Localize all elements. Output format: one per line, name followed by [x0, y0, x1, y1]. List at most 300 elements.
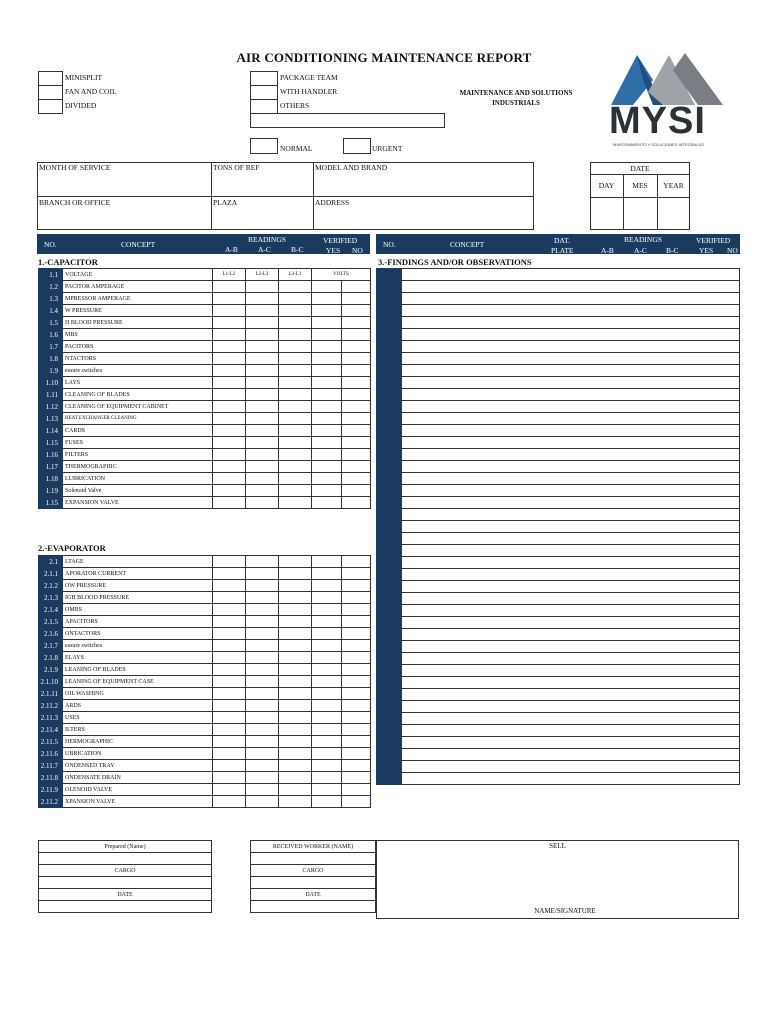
reading-ab-cell[interactable]	[213, 796, 246, 808]
verified-yes-cell[interactable]	[312, 389, 342, 401]
reading-bc-cell[interactable]	[279, 365, 312, 377]
reading-bc-cell[interactable]	[279, 724, 312, 736]
findings-text-cell[interactable]	[402, 317, 740, 329]
verified-no-cell[interactable]	[342, 664, 371, 676]
reading-ab-cell[interactable]	[213, 688, 246, 700]
reading-ac-cell[interactable]	[246, 401, 279, 413]
reading-ac-cell[interactable]	[246, 784, 279, 796]
reading-ab-cell[interactable]	[213, 712, 246, 724]
row-number: 1.12	[39, 401, 63, 413]
reading-bc-cell[interactable]	[279, 700, 312, 712]
verified-no-cell[interactable]	[342, 365, 371, 377]
findings-number-cell	[377, 305, 402, 317]
reading-ab-cell[interactable]	[213, 401, 246, 413]
urgent-checkbox[interactable]	[343, 138, 371, 154]
verified-yes-cell[interactable]	[312, 616, 342, 628]
findings-text-cell[interactable]	[402, 725, 740, 737]
row-number: 2.11.7	[39, 760, 63, 772]
verified-no-cell[interactable]	[342, 712, 371, 724]
reading-ac-cell[interactable]	[246, 688, 279, 700]
reading-ac-cell[interactable]	[246, 341, 279, 353]
reading-ab-cell[interactable]	[213, 628, 246, 640]
reading-ac-cell[interactable]	[246, 664, 279, 676]
findings-number-cell	[377, 521, 402, 533]
reading-ab-cell[interactable]	[213, 413, 246, 425]
findings-text-cell[interactable]	[402, 413, 740, 425]
verified-yes-cell[interactable]	[312, 724, 342, 736]
reading-bc-cell[interactable]	[279, 389, 312, 401]
findings-text-cell[interactable]	[402, 377, 740, 389]
others-checkbox[interactable]	[250, 99, 278, 114]
verified-yes-cell[interactable]	[312, 329, 342, 341]
volts-cell[interactable]: VOLTS	[312, 269, 371, 281]
verified-no-cell[interactable]	[342, 748, 371, 760]
reading-bc-cell[interactable]: L3-L1	[279, 269, 312, 281]
verified-yes-cell[interactable]	[312, 437, 342, 449]
verified-no-cell[interactable]	[342, 485, 371, 497]
reading-bc-cell[interactable]	[279, 592, 312, 604]
verified-no-cell[interactable]	[342, 640, 371, 652]
verified-yes-cell[interactable]	[312, 473, 342, 485]
findings-text-cell[interactable]	[402, 509, 740, 521]
verified-no-cell[interactable]	[342, 676, 371, 688]
reading-ab-cell[interactable]	[213, 353, 246, 365]
reading-ab-cell[interactable]	[213, 700, 246, 712]
findings-row	[377, 413, 740, 425]
findings-number-cell	[377, 449, 402, 461]
findings-text-cell[interactable]	[402, 653, 740, 665]
findings-text-cell[interactable]	[402, 629, 740, 641]
section3-title: 3.-FINDINGS AND/OR OBSERVATIONS	[378, 257, 532, 267]
reading-ab-cell[interactable]	[213, 748, 246, 760]
others-label: OTHERS	[280, 101, 310, 110]
table-row	[39, 377, 371, 389]
findings-text-cell[interactable]	[402, 773, 740, 785]
reading-ac-cell[interactable]	[246, 556, 279, 568]
findings-number-cell	[377, 689, 402, 701]
reading-ab-cell[interactable]	[213, 437, 246, 449]
reading-ac-cell[interactable]	[246, 449, 279, 461]
findings-text-cell[interactable]	[402, 269, 740, 281]
findings-text-cell[interactable]	[402, 641, 740, 653]
reading-ac-cell[interactable]	[246, 712, 279, 724]
reading-ac-cell[interactable]	[246, 796, 279, 808]
verified-no-cell[interactable]	[342, 604, 371, 616]
reading-ab-cell[interactable]	[213, 640, 246, 652]
findings-text-cell[interactable]	[402, 617, 740, 629]
reading-bc-cell[interactable]	[279, 497, 312, 509]
findings-text-cell[interactable]	[402, 437, 740, 449]
reading-bc-cell[interactable]	[279, 341, 312, 353]
verified-yes-cell[interactable]	[312, 353, 342, 365]
findings-text-cell[interactable]	[402, 401, 740, 413]
reading-ab-cell[interactable]	[213, 341, 246, 353]
table-row	[39, 293, 371, 305]
reading-bc-cell[interactable]	[279, 796, 312, 808]
verified-no-cell[interactable]	[342, 628, 371, 640]
reading-ab-cell[interactable]	[213, 425, 246, 437]
reading-ac-cell[interactable]	[246, 628, 279, 640]
verified-yes-cell[interactable]	[312, 497, 342, 509]
reading-ac-cell[interactable]	[246, 281, 279, 293]
reading-bc-cell[interactable]	[279, 628, 312, 640]
findings-text-cell[interactable]	[402, 521, 740, 533]
header-concept: CONCEPT	[450, 240, 485, 249]
findings-text-cell[interactable]	[402, 749, 740, 761]
received-block	[250, 840, 376, 913]
reading-ab-cell[interactable]	[213, 377, 246, 389]
reading-ab-cell[interactable]	[213, 772, 246, 784]
verified-yes-cell[interactable]	[312, 341, 342, 353]
verified-no-cell[interactable]	[342, 568, 371, 580]
row-number: 2.1.9	[39, 664, 63, 676]
branch-label: BRANCH OR OFFICE	[39, 198, 111, 207]
reading-ab-cell[interactable]	[213, 760, 246, 772]
findings-text-cell[interactable]	[402, 461, 740, 473]
findings-text-cell[interactable]	[402, 713, 740, 725]
findings-number-cell	[377, 533, 402, 545]
reading-ab-cell[interactable]	[213, 485, 246, 497]
reading-ac-cell[interactable]	[246, 580, 279, 592]
findings-number-cell	[377, 353, 402, 365]
reading-ac-cell[interactable]	[246, 748, 279, 760]
verified-yes-cell[interactable]	[312, 592, 342, 604]
reading-bc-cell[interactable]	[279, 413, 312, 425]
reading-bc-cell[interactable]	[279, 580, 312, 592]
findings-number-cell	[377, 365, 402, 377]
reading-ac-cell[interactable]	[246, 365, 279, 377]
reading-ab-cell[interactable]	[213, 736, 246, 748]
reading-ac-cell[interactable]	[246, 377, 279, 389]
reading-ac-cell[interactable]	[246, 473, 279, 485]
date2-field[interactable]	[251, 901, 376, 913]
verified-no-cell[interactable]	[342, 700, 371, 712]
reading-ac-cell[interactable]	[246, 676, 279, 688]
reading-ac-cell[interactable]	[246, 413, 279, 425]
reading-ab-cell[interactable]	[213, 568, 246, 580]
verified-yes-cell[interactable]	[312, 413, 342, 425]
table-row	[39, 736, 371, 748]
reading-ac-cell[interactable]	[246, 652, 279, 664]
reading-ac-cell[interactable]	[246, 700, 279, 712]
verified-no-cell[interactable]	[342, 449, 371, 461]
verified-yes-cell[interactable]	[312, 293, 342, 305]
table-row	[39, 449, 371, 461]
verified-no-cell[interactable]	[342, 724, 371, 736]
prepared-name-field[interactable]	[39, 853, 212, 865]
verified-no-cell[interactable]	[342, 461, 371, 473]
reading-ac-cell[interactable]	[246, 389, 279, 401]
reading-ab-cell[interactable]	[213, 329, 246, 341]
reading-ac-cell[interactable]	[246, 497, 279, 509]
fan-and-coil-checkbox[interactable]	[38, 85, 63, 100]
reading-bc-cell[interactable]	[279, 461, 312, 473]
verified-yes-cell[interactable]	[312, 401, 342, 413]
reading-bc-cell[interactable]	[279, 604, 312, 616]
reading-bc-cell[interactable]	[279, 425, 312, 437]
reading-bc-cell[interactable]	[279, 712, 312, 724]
verified-no-cell[interactable]	[342, 317, 371, 329]
row-concept: essure switches	[63, 365, 213, 377]
reading-bc-cell[interactable]	[279, 736, 312, 748]
date1-field[interactable]	[39, 901, 212, 913]
verified-yes-cell[interactable]	[312, 772, 342, 784]
verified-no-cell[interactable]	[342, 293, 371, 305]
findings-text-cell[interactable]	[402, 293, 740, 305]
verified-yes-cell[interactable]	[312, 485, 342, 497]
verified-no-cell[interactable]	[342, 616, 371, 628]
reading-bc-cell[interactable]	[279, 281, 312, 293]
reading-ac-cell[interactable]	[246, 305, 279, 317]
verified-yes-cell[interactable]	[312, 425, 342, 437]
verified-no-cell[interactable]	[342, 473, 371, 485]
reading-bc-cell[interactable]	[279, 437, 312, 449]
row-number: 1.15	[39, 497, 63, 509]
reading-ab-cell[interactable]	[213, 604, 246, 616]
with-handler-checkbox[interactable]	[250, 85, 278, 100]
verified-no-cell[interactable]	[342, 401, 371, 413]
reading-bc-cell[interactable]	[279, 616, 312, 628]
verified-yes-cell[interactable]	[312, 365, 342, 377]
verified-yes-cell[interactable]	[312, 305, 342, 317]
reading-ab-cell[interactable]: L1-L2	[213, 269, 246, 281]
reading-ab-cell[interactable]	[213, 293, 246, 305]
findings-number-cell	[377, 629, 402, 641]
verified-no-cell[interactable]	[342, 377, 371, 389]
findings-text-cell[interactable]	[402, 605, 740, 617]
findings-text-cell[interactable]	[402, 689, 740, 701]
verified-yes-cell[interactable]	[312, 796, 342, 808]
row-number: 2.1.3	[39, 592, 63, 604]
reading-ab-cell[interactable]	[213, 592, 246, 604]
reading-bc-cell[interactable]	[279, 568, 312, 580]
findings-text-cell[interactable]	[402, 329, 740, 341]
findings-text-cell[interactable]	[402, 305, 740, 317]
reading-bc-cell[interactable]	[279, 401, 312, 413]
verified-no-cell[interactable]	[342, 425, 371, 437]
reading-ac-cell[interactable]	[246, 604, 279, 616]
findings-text-cell[interactable]	[402, 497, 740, 509]
verified-yes-cell[interactable]	[312, 664, 342, 676]
reading-ac-cell[interactable]	[246, 772, 279, 784]
findings-text-cell[interactable]	[402, 353, 740, 365]
reading-bc-cell[interactable]	[279, 772, 312, 784]
verified-yes-cell[interactable]	[312, 652, 342, 664]
verified-no-cell[interactable]	[342, 772, 371, 784]
reading-ab-cell[interactable]	[213, 664, 246, 676]
reading-ab-cell[interactable]	[213, 652, 246, 664]
findings-text-cell[interactable]	[402, 545, 740, 557]
row-concept: LTAGE	[63, 556, 213, 568]
verified-no-cell[interactable]	[342, 652, 371, 664]
findings-text-cell[interactable]	[402, 425, 740, 437]
header-verified: VERIFIED	[323, 236, 358, 245]
verified-no-cell[interactable]	[342, 281, 371, 293]
findings-text-cell[interactable]	[402, 341, 740, 353]
verified-yes-cell[interactable]	[312, 700, 342, 712]
findings-text-cell[interactable]	[402, 533, 740, 545]
findings-row	[377, 689, 740, 701]
verified-yes-cell[interactable]	[312, 688, 342, 700]
verified-no-cell[interactable]	[342, 413, 371, 425]
verified-no-cell[interactable]	[342, 556, 371, 568]
reading-bc-cell[interactable]	[279, 329, 312, 341]
reading-bc-cell[interactable]	[279, 640, 312, 652]
reading-bc-cell[interactable]	[279, 556, 312, 568]
reading-ac-cell[interactable]	[246, 592, 279, 604]
findings-text-cell[interactable]	[402, 581, 740, 593]
verified-yes-cell[interactable]	[312, 760, 342, 772]
cargo1-field[interactable]	[39, 877, 212, 889]
findings-text-cell[interactable]	[402, 569, 740, 581]
reading-bc-cell[interactable]	[279, 305, 312, 317]
findings-number-cell	[377, 617, 402, 629]
findings-text-cell[interactable]	[402, 557, 740, 569]
reading-ab-cell[interactable]	[213, 556, 246, 568]
package-team-checkbox[interactable]	[250, 71, 278, 86]
divided-checkbox[interactable]	[38, 99, 63, 114]
normal-checkbox[interactable]	[250, 138, 278, 154]
received-name-field[interactable]	[251, 853, 376, 865]
reading-bc-cell[interactable]	[279, 676, 312, 688]
reading-ac-cell[interactable]	[246, 293, 279, 305]
reading-bc-cell[interactable]	[279, 760, 312, 772]
verified-no-cell[interactable]	[342, 329, 371, 341]
reading-ab-cell[interactable]	[213, 724, 246, 736]
verified-yes-cell[interactable]	[312, 628, 342, 640]
reading-bc-cell[interactable]	[279, 784, 312, 796]
reading-ab-cell[interactable]	[213, 365, 246, 377]
verified-no-cell[interactable]	[342, 580, 371, 592]
reading-ac-cell[interactable]	[246, 329, 279, 341]
verified-yes-cell[interactable]	[312, 317, 342, 329]
verified-yes-cell[interactable]	[312, 748, 342, 760]
reading-bc-cell[interactable]	[279, 652, 312, 664]
verified-yes-cell[interactable]	[312, 712, 342, 724]
verified-no-cell[interactable]	[342, 784, 371, 796]
verified-no-cell[interactable]	[342, 592, 371, 604]
verified-yes-cell[interactable]	[312, 556, 342, 568]
verified-no-cell[interactable]	[342, 736, 371, 748]
row-number: 1.10	[39, 377, 63, 389]
verified-no-cell[interactable]	[342, 688, 371, 700]
reading-bc-cell[interactable]	[279, 664, 312, 676]
findings-text-cell[interactable]	[402, 665, 740, 677]
reading-ab-cell[interactable]	[213, 317, 246, 329]
reading-ac-cell[interactable]	[246, 616, 279, 628]
reading-ab-cell[interactable]	[213, 616, 246, 628]
verified-no-cell[interactable]	[342, 305, 371, 317]
reading-ac-cell[interactable]	[246, 568, 279, 580]
cargo2-field[interactable]	[251, 877, 376, 889]
findings-text-cell[interactable]	[402, 737, 740, 749]
reading-ac-cell[interactable]	[246, 640, 279, 652]
row-concept: FILTERS	[63, 449, 213, 461]
reading-ac-cell[interactable]	[246, 317, 279, 329]
row-concept: essure switches	[63, 640, 213, 652]
findings-text-cell[interactable]	[402, 701, 740, 713]
findings-text-cell[interactable]	[402, 473, 740, 485]
minisplit-checkbox[interactable]	[38, 71, 63, 86]
findings-row	[377, 737, 740, 749]
verified-yes-cell[interactable]	[312, 461, 342, 473]
reading-ab-cell[interactable]	[213, 461, 246, 473]
reading-bc-cell[interactable]	[279, 353, 312, 365]
table-row	[39, 748, 371, 760]
findings-text-cell[interactable]	[402, 389, 740, 401]
reading-ab-cell[interactable]	[213, 281, 246, 293]
reading-ac-cell[interactable]	[246, 760, 279, 772]
findings-row	[377, 365, 740, 377]
verified-no-cell[interactable]	[342, 437, 371, 449]
verified-no-cell[interactable]	[342, 389, 371, 401]
verified-no-cell[interactable]	[342, 353, 371, 365]
verified-yes-cell[interactable]	[312, 604, 342, 616]
verified-yes-cell[interactable]	[312, 449, 342, 461]
table-row	[39, 580, 371, 592]
findings-text-cell[interactable]	[402, 449, 740, 461]
findings-text-cell[interactable]	[402, 677, 740, 689]
reading-bc-cell[interactable]	[279, 748, 312, 760]
reading-ac-cell[interactable]	[246, 724, 279, 736]
reading-ab-cell[interactable]	[213, 389, 246, 401]
reading-ab-cell[interactable]	[213, 676, 246, 688]
table-row	[39, 760, 371, 772]
reading-bc-cell[interactable]	[279, 688, 312, 700]
verified-yes-cell[interactable]	[312, 784, 342, 796]
reading-bc-cell[interactable]	[279, 317, 312, 329]
reading-ab-cell[interactable]	[213, 497, 246, 509]
verified-yes-cell[interactable]	[312, 568, 342, 580]
reading-ac-cell[interactable]	[246, 353, 279, 365]
verified-no-cell[interactable]	[342, 760, 371, 772]
reading-bc-cell[interactable]	[279, 485, 312, 497]
verified-yes-cell[interactable]	[312, 281, 342, 293]
table-row	[39, 796, 371, 808]
reading-ac-cell[interactable]	[246, 736, 279, 748]
reading-ac-cell[interactable]	[246, 461, 279, 473]
reading-ac-cell[interactable]	[246, 437, 279, 449]
verified-yes-cell[interactable]	[312, 640, 342, 652]
verified-no-cell[interactable]	[342, 497, 371, 509]
verified-yes-cell[interactable]	[312, 736, 342, 748]
verified-no-cell[interactable]	[342, 796, 371, 808]
reading-ab-cell[interactable]	[213, 784, 246, 796]
findings-text-cell[interactable]	[402, 281, 740, 293]
reading-ab-cell[interactable]	[213, 580, 246, 592]
verified-yes-cell[interactable]	[312, 580, 342, 592]
reading-ac-cell[interactable]	[246, 425, 279, 437]
verified-yes-cell[interactable]	[312, 377, 342, 389]
verified-yes-cell[interactable]	[312, 676, 342, 688]
others-input[interactable]	[250, 113, 445, 128]
findings-text-cell[interactable]	[402, 485, 740, 497]
findings-text-cell[interactable]	[402, 365, 740, 377]
reading-ab-cell[interactable]	[213, 305, 246, 317]
reading-ac-cell[interactable]	[246, 485, 279, 497]
reading-bc-cell[interactable]	[279, 449, 312, 461]
reading-ab-cell[interactable]	[213, 473, 246, 485]
findings-row	[377, 545, 740, 557]
reading-bc-cell[interactable]	[279, 377, 312, 389]
reading-ab-cell[interactable]	[213, 449, 246, 461]
findings-text-cell[interactable]	[402, 593, 740, 605]
reading-ac-cell[interactable]: L2-L3	[246, 269, 279, 281]
reading-bc-cell[interactable]	[279, 473, 312, 485]
verified-no-cell[interactable]	[342, 341, 371, 353]
findings-text-cell[interactable]	[402, 761, 740, 773]
reading-bc-cell[interactable]	[279, 293, 312, 305]
